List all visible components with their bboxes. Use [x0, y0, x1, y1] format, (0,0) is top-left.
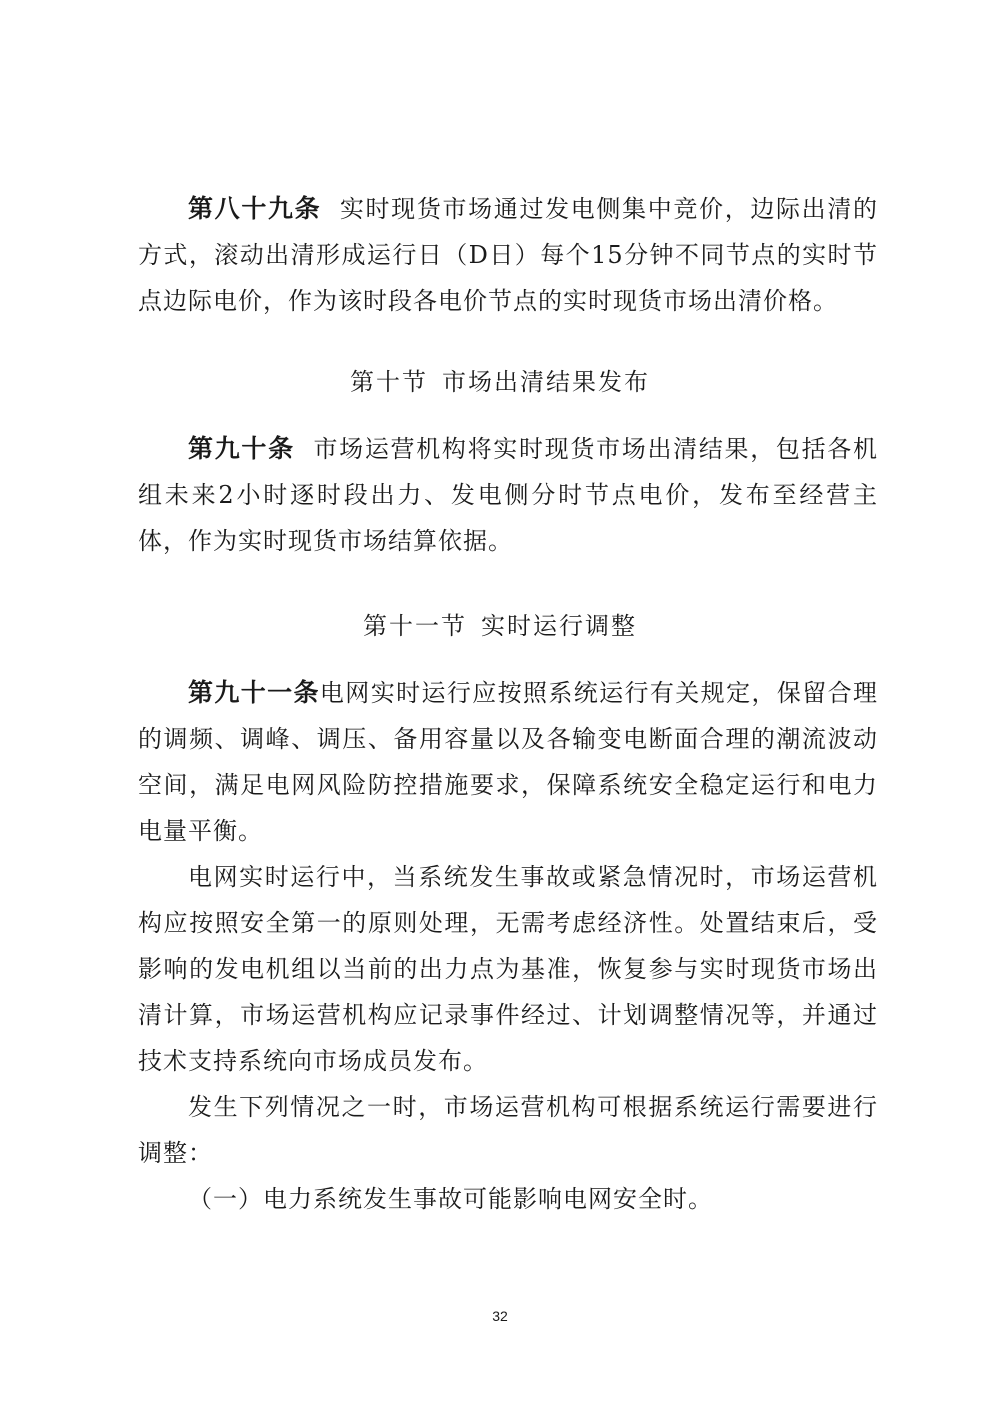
article-91-paragraph-2: 电网实时运行中，当系统发生事故或紧急情况时，市场运营机构应按照安全第一的原则处理，无需考虑经济性。处置结束后，受影响的发电机组以当前的出力点为基准，恢复参与实时现货市场出清计算，市场运营机构应记录事件经过、计划调整情况等，并通过技术支持系统向市场成员发布。 [138, 863, 878, 1075]
section-10-title: 市场出清结果发布 [442, 368, 650, 396]
article-91-paragraph-3: 发生下列情况之一时，市场运营机构可根据系统运行需要进行调整： [138, 1093, 878, 1167]
article-91 [138, 670, 878, 854]
article-89-text: 实时现货市场通过发电侧集中竞价，边际出清的方式，滚动出清形成运行日（D日）每个15分钟不同节点的实时节点边际电价，作为该时段各电价节点的实时现货市场出清价格。 [138, 195, 878, 315]
article-90-title: 第九十条 [188, 434, 295, 463]
section-11-heading [0, 606, 1000, 646]
article-91-text: 电网实时运行应按照系统运行有关规定，保留合理的调频、调峰、调压、备用容量以及各输变电断面合理的潮流波动空间，满足电网风险防控措施要求，保障系统安全稳定运行和电力电量平衡。 [138, 679, 878, 845]
section-11-number: 第十一节 [363, 612, 467, 640]
section-11-title: 实时运行调整 [481, 612, 637, 640]
article-90 [138, 426, 878, 564]
page-number: 32 [492, 1308, 508, 1324]
section-10-number: 第十节 [350, 368, 428, 396]
article-89-title: 第八十九条 [188, 194, 322, 223]
article-91-item-1: （一）电力系统发生事故可能影响电网安全时。 [188, 1185, 713, 1213]
section-10-heading [0, 362, 1000, 402]
article-90-text: 市场运营机构将实时现货市场出清结果，包括各机组未来2小时逐时段出力、发电侧分时节点电价，发布至经营主体，作为实时现货市场结算依据。 [138, 435, 878, 555]
article-89 [138, 186, 878, 324]
article-91-title: 第九十一条 [188, 678, 320, 707]
